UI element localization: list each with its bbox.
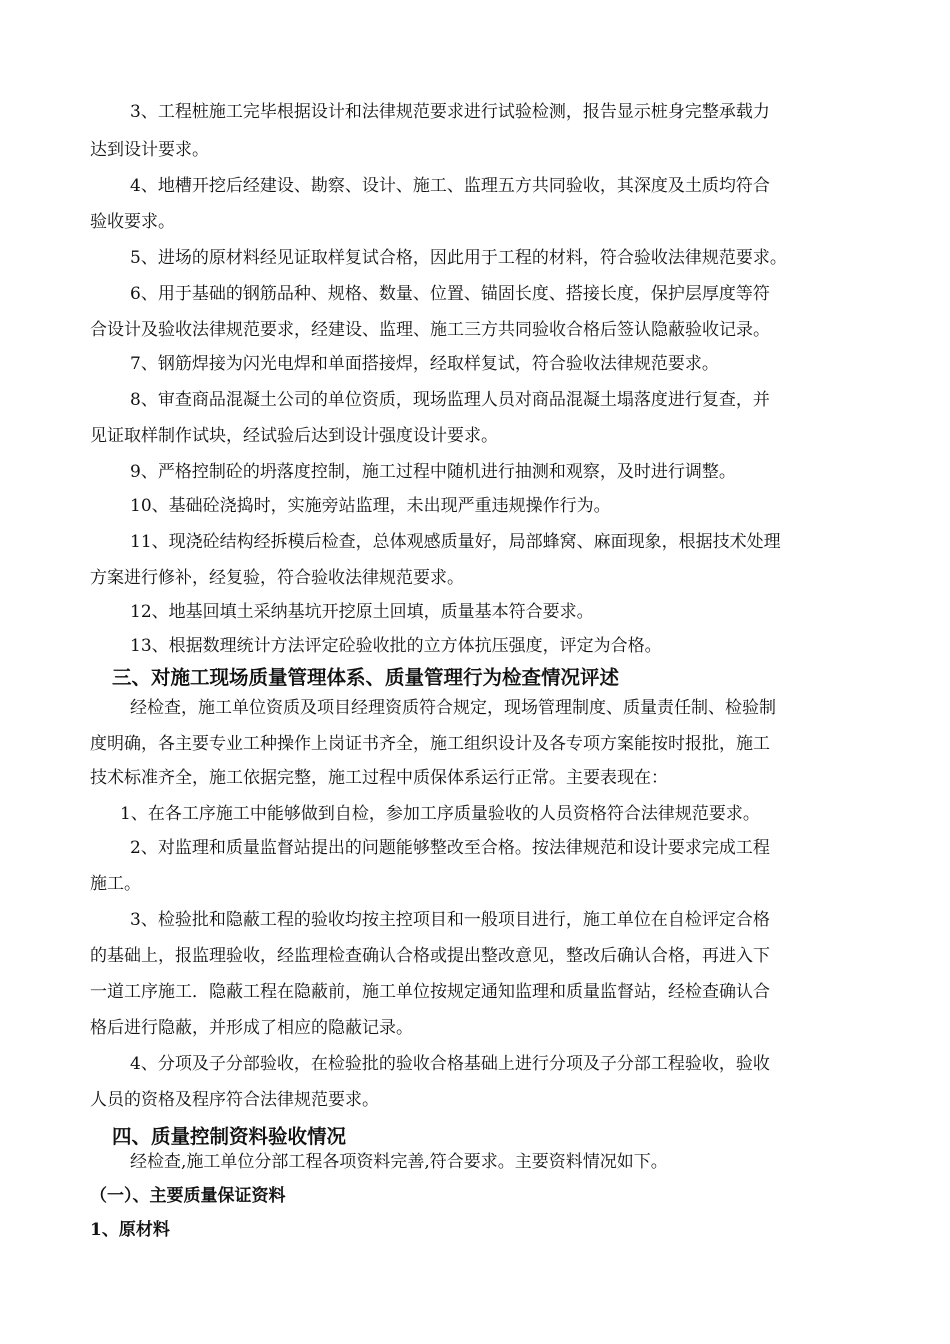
section-3-item-3-line-1: 3、检验批和隐蔽工程的验收均按主控项目和一般项目进行，施工单位在自检评定合格 [130,910,770,930]
section-4-subheading: （一）、主要质量保证资料 [90,1186,286,1206]
item-11-line-1: 11、现浇砼结构经拆模后检查，总体观感质量好，局部蜂窝、麻面现象，根据技术处理 [130,532,781,552]
item-4-line-2: 验收要求。 [90,212,175,232]
item-11-line-2: 方案进行修补，经复验，符合验收法律规范要求。 [90,568,464,588]
item-8-line-2: 见证取样制作试块，经试验后达到设计强度设计要求。 [90,426,498,446]
section-3-item-4-line-2: 人员的资格及程序符合法律规范要求。 [90,1090,379,1110]
item-6-line-2: 合设计及验收法律规范要求，经建设、监理、施工三方共同验收合格后签认隐蔽验收记录。 [90,320,770,340]
item-9-line-1: 9、严格控制砼的坍落度控制，施工过程中随机进行抽测和观察，及时进行调整。 [130,462,736,482]
section-3-heading: 三、对施工现场质量管理体系、质量管理行为检查情况评述 [112,666,620,689]
section-4-intro: 经检查,施工单位分部工程各项资料完善,符合要求。主要资料情况如下。 [130,1152,668,1172]
item-3-line-1: 3、工程桩施工完毕根据设计和法律规范要求进行试验检测，报告显示桩身完整承载力 [130,102,770,122]
section-4-heading: 四、质量控制资料验收情况 [112,1125,347,1148]
section-3-item-1-line-1: 1、在各工序施工中能够做到自检，参加工序质量验收的人员资格符合法律规范要求。 [120,804,760,824]
section-3-item-3-line-3: 一道工序施工．隐蔽工程在隐蔽前，施工单位按规定通知监理和质量监督站，经检查确认合 [90,982,770,1002]
section-3-intro-line-3: 技术标准齐全，施工依据完整，施工过程中质保体系运行正常。主要表现在： [90,768,668,788]
section-3-item-3-line-2: 的基础上，报监理验收，经监理检查确认合格或提出整改意见，整改后确认合格，再进入下 [90,946,770,966]
section-4-subsub: 1、原材料 [90,1220,170,1240]
item-4-line-1: 4、地槽开挖后经建设、勘察、设计、施工、监理五方共同验收，其深度及土质均符合 [130,176,770,196]
section-3-intro-line-2: 度明确，各主要专业工种操作上岗证书齐全，施工组织设计及各专项方案能按时报批，施工 [90,734,770,754]
section-3-item-3-line-4: 格后进行隐蔽，并形成了相应的隐蔽记录。 [90,1018,413,1038]
section-3-item-4-line-1: 4、分项及子分部验收，在检验批的验收合格基础上进行分项及子分部工程验收，验收 [130,1054,770,1074]
item-10-line-1: 10、基础砼浇捣时，实施旁站监理，未出现严重违规操作行为。 [130,496,611,516]
section-3-intro-line-1: 经检查，施工单位资质及项目经理资质符合规定，现场管理制度、质量责任制、检验制 [130,698,776,718]
item-3-line-2: 达到设计要求。 [90,140,209,160]
item-13-line-1: 13、根据数理统计方法评定砼验收批的立方体抗压强度，评定为合格。 [130,636,662,656]
item-5-line-1: 5、进场的原材料经见证取样复试合格，因此用于工程的材料，符合验收法律规范要求。 [130,248,787,268]
item-6-line-1: 6、用于基础的钢筋品种、规格、数量、位置、锚固长度、搭接长度，保护层厚度等符 [130,284,770,304]
item-8-line-1: 8、审查商品混凝土公司的单位资质，现场监理人员对商品混凝土塌落度进行复查，并 [130,390,770,410]
section-3-item-2-line-1: 2、对监理和质量监督站提出的问题能够整改至合格。按法律规范和设计要求完成工程 [130,838,770,858]
item-7-line-1: 7、钢筋焊接为闪光电焊和单面搭接焊，经取样复试，符合验收法律规范要求。 [130,354,719,374]
section-3-item-2-line-2: 施工。 [90,874,141,894]
item-12-line-1: 12、地基回填土采纳基坑开挖原土回填，质量基本符合要求。 [130,602,594,622]
